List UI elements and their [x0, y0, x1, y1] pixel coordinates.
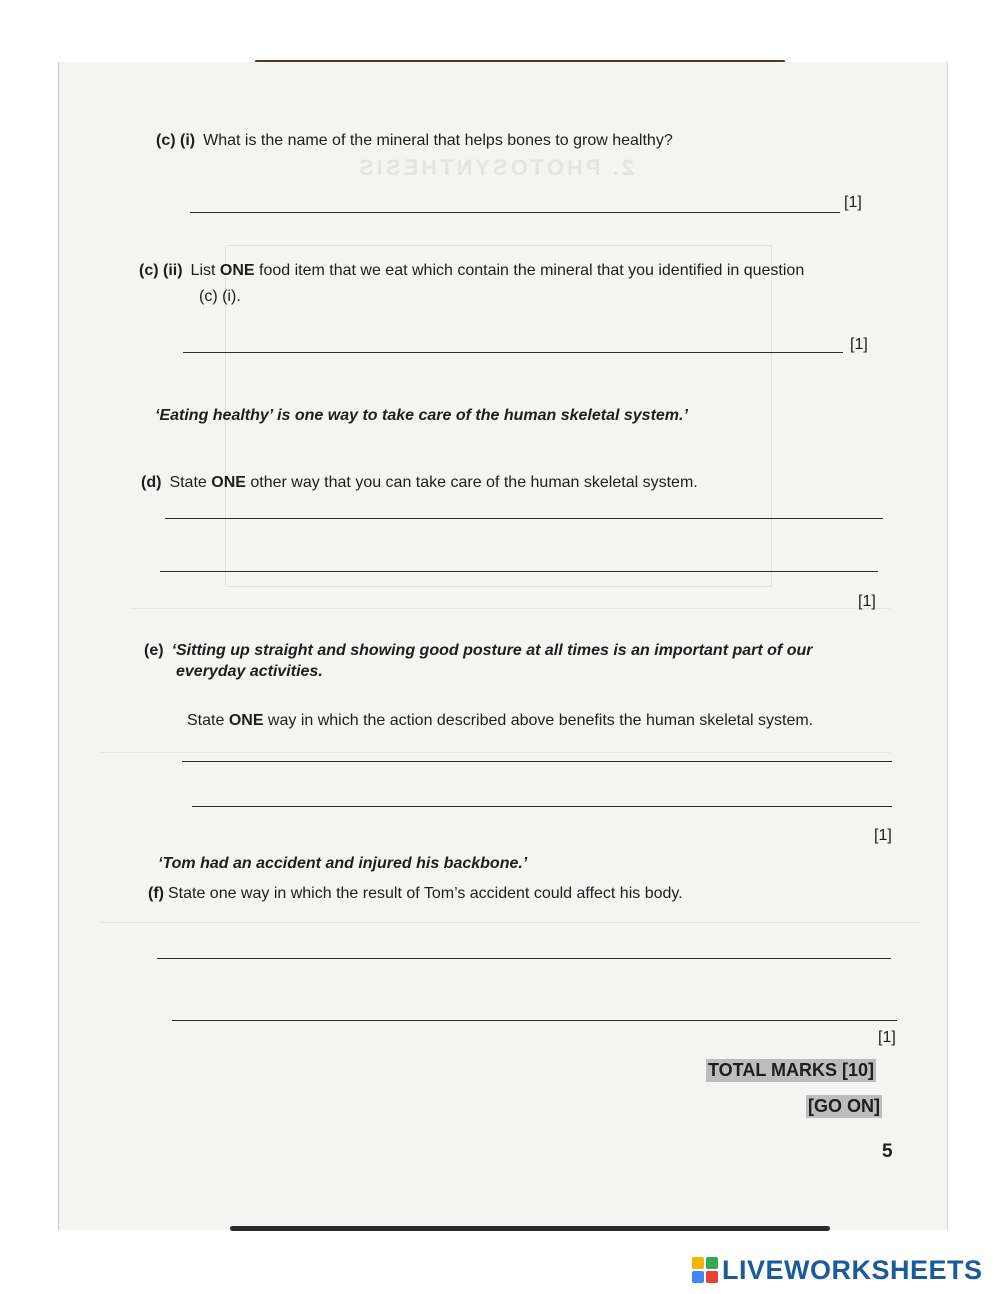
- question-e-quote-continued: everyday activities.: [176, 663, 323, 680]
- marks-d: [1]: [858, 593, 876, 610]
- question-text: State one way in which the result of Tom’s accident could affect his body.: [167, 885, 683, 902]
- bleed-through-line: [100, 922, 920, 923]
- question-number: (f): [148, 885, 164, 902]
- liveworksheets-logo-icon: [692, 1257, 718, 1283]
- answer-line-c-i[interactable]: [190, 212, 840, 213]
- question-number: (c) (i): [156, 132, 196, 149]
- question-d: (d) State ONE other way that you can take care of the human skeletal system.: [141, 474, 698, 491]
- answer-line-f-1[interactable]: [157, 958, 891, 959]
- quote-eating-healthy: ‘Eating healthy’ is one way to take care of the human skeletal system.’: [155, 407, 688, 424]
- question-number: (d): [141, 474, 162, 491]
- marks-f: [1]: [878, 1029, 896, 1046]
- total-marks: TOTAL MARKS [10]: [708, 1060, 875, 1080]
- liveworksheets-logo-text: LIVEWORKSHEETS: [722, 1254, 983, 1285]
- question-c-ii-continued: (c) (i).: [199, 288, 241, 305]
- answer-line-f-2[interactable]: [172, 1020, 897, 1021]
- quote-tom-accident: ‘Tom had an accident and injured his backbone.’: [158, 855, 528, 872]
- question-c-i: [156, 130, 673, 151]
- question-number: (c) (ii): [139, 262, 183, 279]
- question-e: (e) ‘Sitting up straight and showing good posture at all times is an important part of our: [144, 642, 813, 659]
- answer-line-d-2[interactable]: [160, 571, 878, 572]
- question-text: What is the name of the mineral that helps bones to grow healthy?: [203, 132, 673, 149]
- answer-line-e-1[interactable]: [182, 761, 892, 762]
- liveworksheets-logo: [692, 1254, 983, 1286]
- answer-line-e-2[interactable]: [192, 806, 892, 807]
- go-on-label: [GO ON]: [808, 1096, 880, 1116]
- question-f: [148, 883, 683, 904]
- marks-e: [1]: [874, 827, 892, 844]
- marks-c-i: [1]: [844, 194, 862, 211]
- question-number: (e): [144, 642, 164, 659]
- page-bottom-edge: [230, 1226, 830, 1231]
- answer-line-d-1[interactable]: [165, 518, 883, 519]
- marks-c-ii: [1]: [850, 336, 868, 353]
- page-number: 5: [882, 1141, 893, 1162]
- bleed-through-line: [130, 608, 890, 609]
- question-e-task: State ONE way in which the action described above benefits the human skeletal system.: [187, 712, 814, 729]
- bleed-through-title: 2. PHOTOSYNTHESIS: [356, 155, 634, 180]
- answer-line-c-ii[interactable]: [183, 352, 843, 353]
- question-c-ii: (c) (ii) List ONE food item that we eat which contain the mineral that you identified in question: [139, 262, 805, 279]
- bleed-through-line: [100, 752, 890, 753]
